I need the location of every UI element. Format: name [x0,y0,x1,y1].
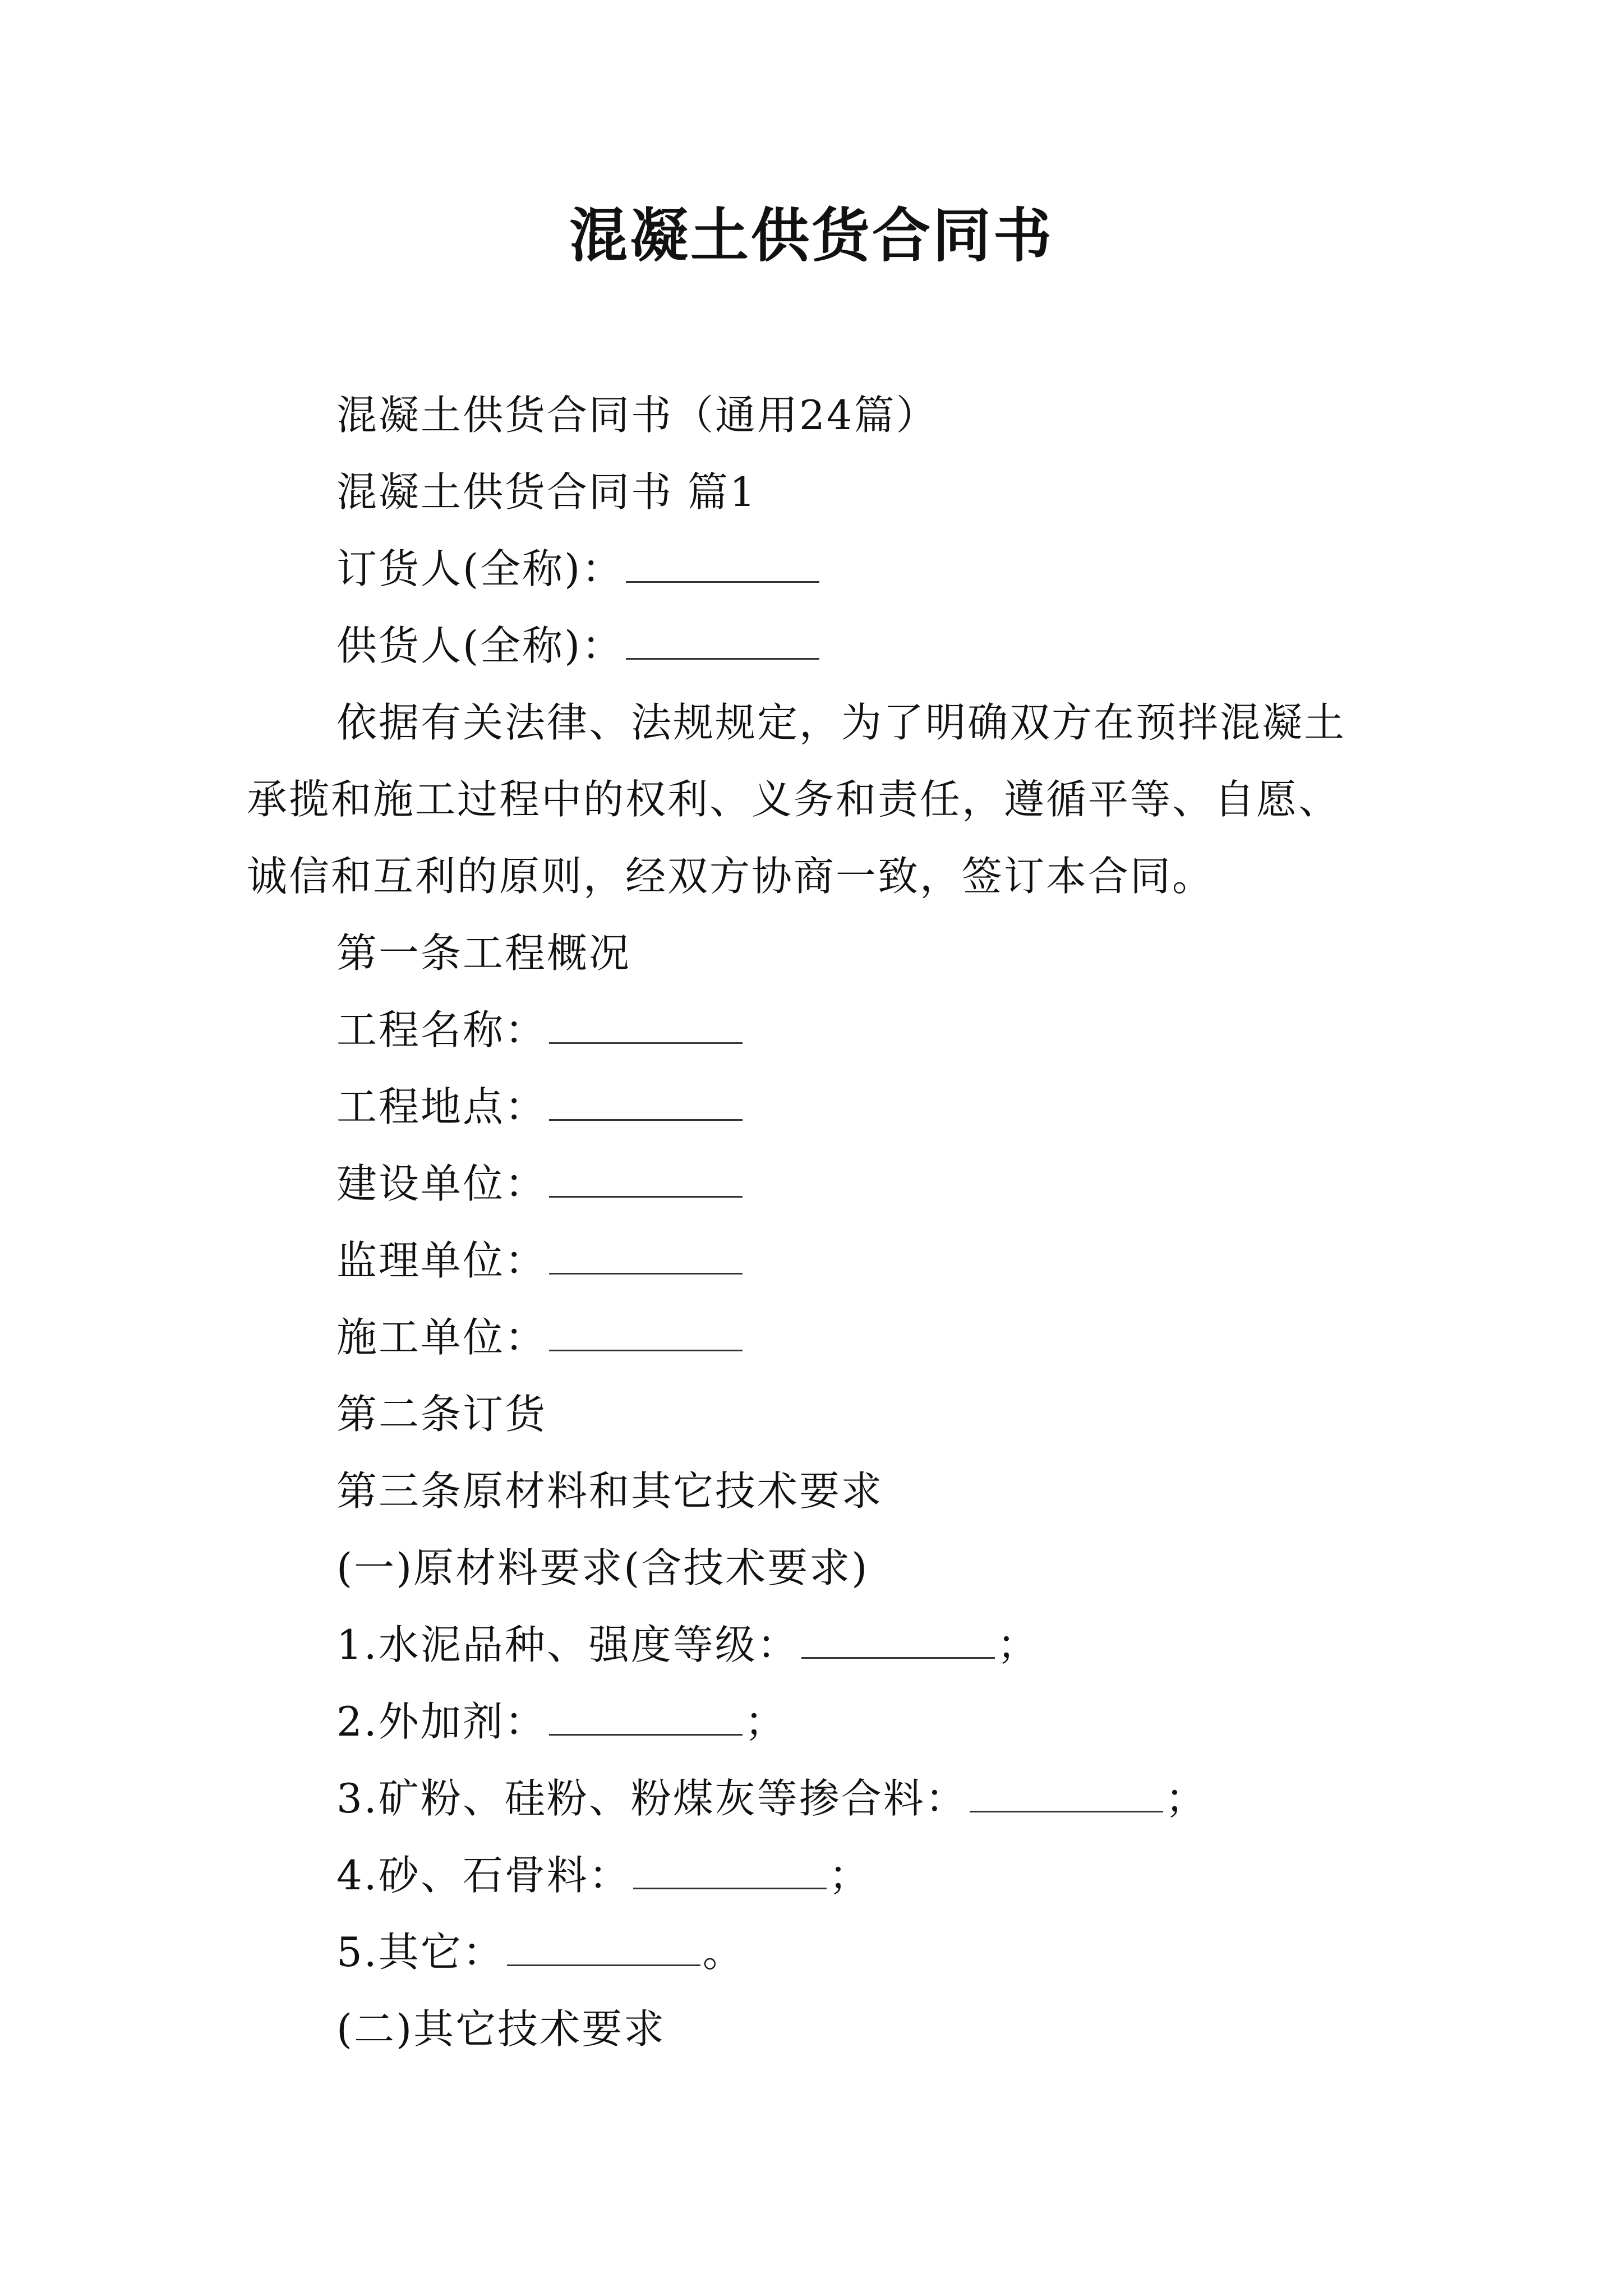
supervision-unit-label: 监理单位： [336,1237,547,1284]
intro-line-3: 诚信和互利的原则，经双方协商一致，签订本合同。 [247,853,1215,900]
item-4-row [247,1837,1436,1914]
project-location-label: 工程地点： [336,1083,547,1130]
orderer-row [247,531,1436,608]
construction-unit-label: 建设单位： [336,1160,547,1207]
supplier-label: 供货人(全称)： [336,622,624,669]
item-2-punct: ； [744,1698,787,1745]
project-name-row [247,992,1436,1069]
item-3-label: 3.矿粉、硅粉、粉煤灰等掺合料： [336,1775,967,1822]
item-1-blank[interactable] [801,1623,995,1659]
item-3-blank[interactable] [970,1777,1163,1812]
supervision-unit-blank[interactable] [549,1239,743,1274]
subtitle: 混凝土供货合同书（通用24篇） [336,392,938,439]
other-requirements-subheading: (二)其它技术要求 [336,2005,666,2053]
item-3-punct: ； [1165,1775,1207,1822]
document-title: 混凝土供货合同书 [569,201,1054,270]
intro-line-2: 承揽和施工过程中的权利、义务和责任，遵循平等、自愿、 [247,776,1341,823]
article-2-heading: 第二条订货 [336,1391,547,1438]
item-4-blank[interactable] [633,1854,827,1889]
item-5-punct: 。 [702,1929,745,1976]
item-1-punct: ； [997,1621,1039,1668]
item-4-label: 4.砂、石骨料： [336,1852,631,1899]
item-3-row [247,1760,1436,1837]
item-2-label: 2.外加剂： [336,1698,547,1745]
contractor-unit-blank[interactable] [549,1316,743,1351]
contractor-unit-label: 施工单位： [336,1314,547,1361]
document-body [247,377,1436,2068]
item-5-row [247,1914,1436,1991]
construction-unit-blank[interactable] [549,1162,743,1198]
supplier-row [247,608,1436,684]
project-name-label: 工程名称： [336,1006,547,1053]
item-1-label: 1.水泥品种、强度等级： [336,1621,799,1668]
chapter-heading: 混凝土供货合同书 篇1 [336,468,757,516]
orderer-blank[interactable] [626,547,819,583]
contractor-unit-row [247,1299,1436,1376]
item-5-label: 5.其它： [336,1929,505,1976]
raw-materials-subheading: (一)原材料要求(含技术要求) [336,1544,869,1591]
project-location-row [247,1069,1436,1145]
article-1-heading: 第一条工程概况 [336,930,631,977]
construction-unit-row [247,1145,1436,1222]
intro-line-1: 依据有关法律、法规规定，为了明确双方在预拌混凝土 [336,699,1347,746]
supervision-unit-row [247,1222,1436,1299]
project-name-blank[interactable] [549,1009,743,1044]
item-2-blank[interactable] [549,1700,743,1736]
supplier-blank[interactable] [626,624,819,660]
item-4-punct: ； [828,1852,871,1899]
item-2-row [247,1683,1436,1760]
item-5-blank[interactable] [507,1931,700,1966]
item-1-row [247,1607,1436,1683]
article-3-heading: 第三条原材料和其它技术要求 [336,1467,884,1515]
orderer-label: 订货人(全称)： [336,545,624,592]
project-location-blank[interactable] [549,1085,743,1121]
